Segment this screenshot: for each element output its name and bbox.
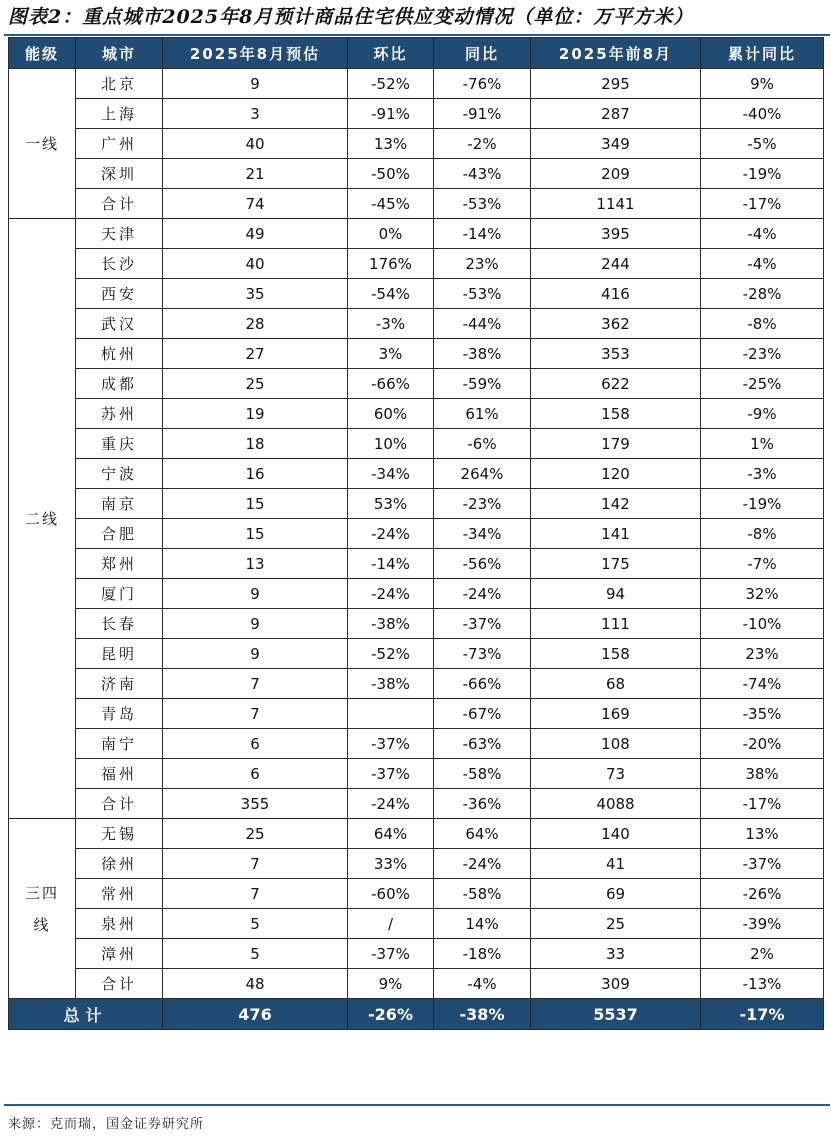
cell-yoy: -2%	[434, 129, 531, 159]
table-title: 图表2：重点城市2025年8月预计商品住宅供应变动情况（单位：万平方米）	[8, 6, 694, 28]
cell-aug-estimate: 40	[163, 129, 348, 159]
cell-ytd: 25	[531, 909, 701, 939]
total-yoy: -38%	[434, 999, 531, 1030]
city-name: 上海	[76, 99, 163, 129]
cell-ytd-yoy: -8%	[701, 519, 824, 549]
cell-ytd-yoy: -13%	[701, 969, 824, 999]
cell-ytd: 362	[531, 309, 701, 339]
cell-mom: -37%	[348, 759, 434, 789]
cell-ytd: 295	[531, 69, 701, 99]
city-name: 合肥	[76, 519, 163, 549]
cell-ytd: 622	[531, 369, 701, 399]
cell-ytd-yoy: -23%	[701, 339, 824, 369]
cell-aug-estimate: 25	[163, 369, 348, 399]
tier-label: 一线	[9, 69, 76, 219]
cell-yoy: -23%	[434, 489, 531, 519]
cell-yoy: 23%	[434, 249, 531, 279]
total-aug-estimate: 476	[163, 999, 348, 1030]
cell-aug-estimate: 5	[163, 939, 348, 969]
table-row	[9, 249, 824, 279]
cell-ytd-yoy: -37%	[701, 849, 824, 879]
cell-aug-estimate: 7	[163, 669, 348, 699]
cell-yoy: 14%	[434, 909, 531, 939]
table-row	[9, 759, 824, 789]
cell-yoy: -18%	[434, 939, 531, 969]
source-note: 来源：克而瑞，国金证券研究所	[8, 1117, 205, 1132]
cell-ytd: 141	[531, 519, 701, 549]
city-name: 宁波	[76, 459, 163, 489]
cell-aug-estimate: 48	[163, 969, 348, 999]
table-row	[9, 819, 824, 849]
header-ytd: 2025年前8月	[531, 38, 701, 69]
table-row	[9, 909, 824, 939]
cell-ytd: 1141	[531, 189, 701, 219]
cell-mom: -50%	[348, 159, 434, 189]
cell-ytd: 120	[531, 459, 701, 489]
city-name: 昆明	[76, 639, 163, 669]
city-name: 南京	[76, 489, 163, 519]
cell-ytd: 33	[531, 939, 701, 969]
total-ytd: 5537	[531, 999, 701, 1030]
city-name: 青岛	[76, 699, 163, 729]
table-row	[9, 549, 824, 579]
cell-ytd: 395	[531, 219, 701, 249]
cell-ytd: 94	[531, 579, 701, 609]
cell-aug-estimate: 355	[163, 789, 348, 819]
cell-mom: 176%	[348, 249, 434, 279]
cell-mom: -60%	[348, 879, 434, 909]
cell-ytd-yoy: -10%	[701, 609, 824, 639]
cell-ytd: 353	[531, 339, 701, 369]
cell-mom: -24%	[348, 519, 434, 549]
table-row	[9, 219, 824, 249]
cell-ytd-yoy: -39%	[701, 909, 824, 939]
cell-mom: -37%	[348, 939, 434, 969]
subtotal-row	[9, 789, 824, 819]
cell-yoy: 61%	[434, 399, 531, 429]
table-row	[9, 129, 824, 159]
cell-yoy: -59%	[434, 369, 531, 399]
cell-yoy: -14%	[434, 219, 531, 249]
cell-mom: -52%	[348, 69, 434, 99]
table-row	[9, 669, 824, 699]
city-name: 苏州	[76, 399, 163, 429]
cell-mom: 13%	[348, 129, 434, 159]
table-row	[9, 879, 824, 909]
header-mom: 环比	[348, 38, 434, 69]
table-row	[9, 279, 824, 309]
cell-ytd-yoy: -74%	[701, 669, 824, 699]
cell-ytd-yoy: -4%	[701, 249, 824, 279]
cell-ytd-yoy: -26%	[701, 879, 824, 909]
cell-mom: -38%	[348, 609, 434, 639]
cell-ytd-yoy: -35%	[701, 699, 824, 729]
city-name: 漳州	[76, 939, 163, 969]
cell-yoy: -43%	[434, 159, 531, 189]
cell-yoy: -24%	[434, 579, 531, 609]
cell-mom: 64%	[348, 819, 434, 849]
cell-ytd-yoy: -17%	[701, 189, 824, 219]
cell-ytd: 140	[531, 819, 701, 849]
table-row	[9, 459, 824, 489]
top-rule	[4, 34, 830, 36]
cell-ytd: 287	[531, 99, 701, 129]
cell-mom: -54%	[348, 279, 434, 309]
city-name: 长沙	[76, 249, 163, 279]
cell-ytd-yoy: 38%	[701, 759, 824, 789]
city-name: 天津	[76, 219, 163, 249]
cell-ytd: 111	[531, 609, 701, 639]
city-name: 泉州	[76, 909, 163, 939]
cell-yoy: -66%	[434, 669, 531, 699]
cell-yoy: -91%	[434, 99, 531, 129]
cell-mom: 33%	[348, 849, 434, 879]
cell-aug-estimate: 27	[163, 339, 348, 369]
cell-aug-estimate: 7	[163, 849, 348, 879]
table-row	[9, 849, 824, 879]
cell-ytd-yoy: 2%	[701, 939, 824, 969]
table-row	[9, 399, 824, 429]
cell-ytd: 158	[531, 639, 701, 669]
city-name: 济南	[76, 669, 163, 699]
cell-yoy: -53%	[434, 279, 531, 309]
cell-ytd-yoy: -28%	[701, 279, 824, 309]
cell-ytd-yoy: 9%	[701, 69, 824, 99]
cell-ytd-yoy: -19%	[701, 489, 824, 519]
cell-mom: -45%	[348, 189, 434, 219]
cell-aug-estimate: 16	[163, 459, 348, 489]
city-name: 西安	[76, 279, 163, 309]
cell-ytd: 4088	[531, 789, 701, 819]
city-name: 成都	[76, 369, 163, 399]
cell-aug-estimate: 3	[163, 99, 348, 129]
cell-aug-estimate: 9	[163, 579, 348, 609]
cell-ytd-yoy: -19%	[701, 159, 824, 189]
cell-ytd-yoy: 13%	[701, 819, 824, 849]
cell-yoy: -34%	[434, 519, 531, 549]
cell-ytd: 169	[531, 699, 701, 729]
cell-aug-estimate: 13	[163, 549, 348, 579]
cell-ytd-yoy: 23%	[701, 639, 824, 669]
city-name: 厦门	[76, 579, 163, 609]
cell-ytd-yoy: -40%	[701, 99, 824, 129]
table-row	[9, 579, 824, 609]
cell-mom: -52%	[348, 639, 434, 669]
city-name: 合计	[76, 789, 163, 819]
cell-mom	[348, 699, 434, 729]
cell-ytd-yoy: -8%	[701, 309, 824, 339]
city-name: 南宁	[76, 729, 163, 759]
cell-mom: -14%	[348, 549, 434, 579]
cell-yoy: -36%	[434, 789, 531, 819]
total-label: 总计	[9, 999, 163, 1030]
cell-aug-estimate: 19	[163, 399, 348, 429]
cell-yoy: -58%	[434, 759, 531, 789]
supply-table	[8, 37, 824, 1030]
cell-yoy: -67%	[434, 699, 531, 729]
city-name: 广州	[76, 129, 163, 159]
cell-ytd-yoy: -20%	[701, 729, 824, 759]
cell-yoy: -56%	[434, 549, 531, 579]
table-row	[9, 639, 824, 669]
subtotal-row	[9, 189, 824, 219]
city-name: 深圳	[76, 159, 163, 189]
cell-yoy: -24%	[434, 849, 531, 879]
cell-aug-estimate: 21	[163, 159, 348, 189]
cell-aug-estimate: 5	[163, 909, 348, 939]
header-ytd-yoy: 累计同比	[701, 38, 824, 69]
cell-mom: -91%	[348, 99, 434, 129]
cell-aug-estimate: 9	[163, 609, 348, 639]
table-row	[9, 729, 824, 759]
header-yoy: 同比	[434, 38, 531, 69]
cell-yoy: -44%	[434, 309, 531, 339]
cell-mom: 10%	[348, 429, 434, 459]
cell-ytd: 179	[531, 429, 701, 459]
city-name: 武汉	[76, 309, 163, 339]
cell-ytd-yoy: -5%	[701, 129, 824, 159]
cell-ytd-yoy: 32%	[701, 579, 824, 609]
header-row	[9, 38, 824, 69]
city-name: 北京	[76, 69, 163, 99]
city-name: 郑州	[76, 549, 163, 579]
cell-mom: 53%	[348, 489, 434, 519]
header-tier: 能级	[9, 38, 76, 69]
cell-ytd: 349	[531, 129, 701, 159]
table-row	[9, 69, 824, 99]
table-row	[9, 609, 824, 639]
cell-ytd-yoy: -9%	[701, 399, 824, 429]
cell-aug-estimate: 18	[163, 429, 348, 459]
cell-mom: -34%	[348, 459, 434, 489]
table-row	[9, 309, 824, 339]
cell-ytd: 175	[531, 549, 701, 579]
table-row	[9, 519, 824, 549]
cell-mom: 0%	[348, 219, 434, 249]
cell-ytd: 69	[531, 879, 701, 909]
cell-yoy: -53%	[434, 189, 531, 219]
cell-yoy: -4%	[434, 969, 531, 999]
cell-mom: -38%	[348, 669, 434, 699]
city-name: 长春	[76, 609, 163, 639]
cell-ytd-yoy: -25%	[701, 369, 824, 399]
cell-yoy: 64%	[434, 819, 531, 849]
cell-ytd: 309	[531, 969, 701, 999]
table-row	[9, 99, 824, 129]
cell-yoy: -58%	[434, 879, 531, 909]
cell-mom: -24%	[348, 579, 434, 609]
cell-aug-estimate: 49	[163, 219, 348, 249]
cell-mom: -66%	[348, 369, 434, 399]
cell-aug-estimate: 7	[163, 699, 348, 729]
cell-yoy: -76%	[434, 69, 531, 99]
cell-aug-estimate: 25	[163, 819, 348, 849]
table-body	[9, 69, 824, 999]
cell-mom: -3%	[348, 309, 434, 339]
cell-aug-estimate: 9	[163, 639, 348, 669]
cell-yoy: -73%	[434, 639, 531, 669]
cell-mom: 60%	[348, 399, 434, 429]
bottom-rule	[4, 1104, 830, 1106]
city-name: 福州	[76, 759, 163, 789]
city-name: 合计	[76, 189, 163, 219]
cell-mom: /	[348, 909, 434, 939]
cell-ytd-yoy: -4%	[701, 219, 824, 249]
header-aug-estimate: 2025年8月预估	[163, 38, 348, 69]
cell-ytd: 416	[531, 279, 701, 309]
cell-ytd: 73	[531, 759, 701, 789]
cell-yoy: -6%	[434, 429, 531, 459]
cell-yoy: -63%	[434, 729, 531, 759]
cell-mom: -37%	[348, 729, 434, 759]
cell-mom: -24%	[348, 789, 434, 819]
city-name: 合计	[76, 969, 163, 999]
cell-aug-estimate: 15	[163, 519, 348, 549]
city-name: 徐州	[76, 849, 163, 879]
cell-yoy: 264%	[434, 459, 531, 489]
header-city: 城市	[76, 38, 163, 69]
cell-mom: 9%	[348, 969, 434, 999]
cell-aug-estimate: 28	[163, 309, 348, 339]
total-row	[9, 999, 824, 1030]
cell-ytd-yoy: -7%	[701, 549, 824, 579]
city-name: 重庆	[76, 429, 163, 459]
city-name: 常州	[76, 879, 163, 909]
cell-aug-estimate: 40	[163, 249, 348, 279]
cell-ytd-yoy: -17%	[701, 789, 824, 819]
cell-aug-estimate: 6	[163, 759, 348, 789]
cell-ytd: 158	[531, 399, 701, 429]
city-name: 无锡	[76, 819, 163, 849]
cell-ytd: 142	[531, 489, 701, 519]
cell-yoy: -37%	[434, 609, 531, 639]
subtotal-row	[9, 969, 824, 999]
cell-aug-estimate: 6	[163, 729, 348, 759]
cell-ytd-yoy: -3%	[701, 459, 824, 489]
table-row	[9, 369, 824, 399]
cell-ytd: 108	[531, 729, 701, 759]
table-row	[9, 699, 824, 729]
cell-yoy: -38%	[434, 339, 531, 369]
tier-label: 二线	[9, 219, 76, 819]
table-row	[9, 159, 824, 189]
cell-ytd-yoy: 1%	[701, 429, 824, 459]
cell-aug-estimate: 15	[163, 489, 348, 519]
cell-ytd: 244	[531, 249, 701, 279]
cell-ytd: 209	[531, 159, 701, 189]
cell-ytd: 41	[531, 849, 701, 879]
cell-mom: 3%	[348, 339, 434, 369]
cell-aug-estimate: 35	[163, 279, 348, 309]
table-row	[9, 489, 824, 519]
total-ytd-yoy: -17%	[701, 999, 824, 1030]
table-row	[9, 939, 824, 969]
tier-label: 三四线	[9, 819, 76, 999]
cell-aug-estimate: 9	[163, 69, 348, 99]
cell-aug-estimate: 74	[163, 189, 348, 219]
cell-ytd: 68	[531, 669, 701, 699]
total-mom: -26%	[348, 999, 434, 1030]
table-row	[9, 429, 824, 459]
table-row	[9, 339, 824, 369]
cell-aug-estimate: 7	[163, 879, 348, 909]
city-name: 杭州	[76, 339, 163, 369]
